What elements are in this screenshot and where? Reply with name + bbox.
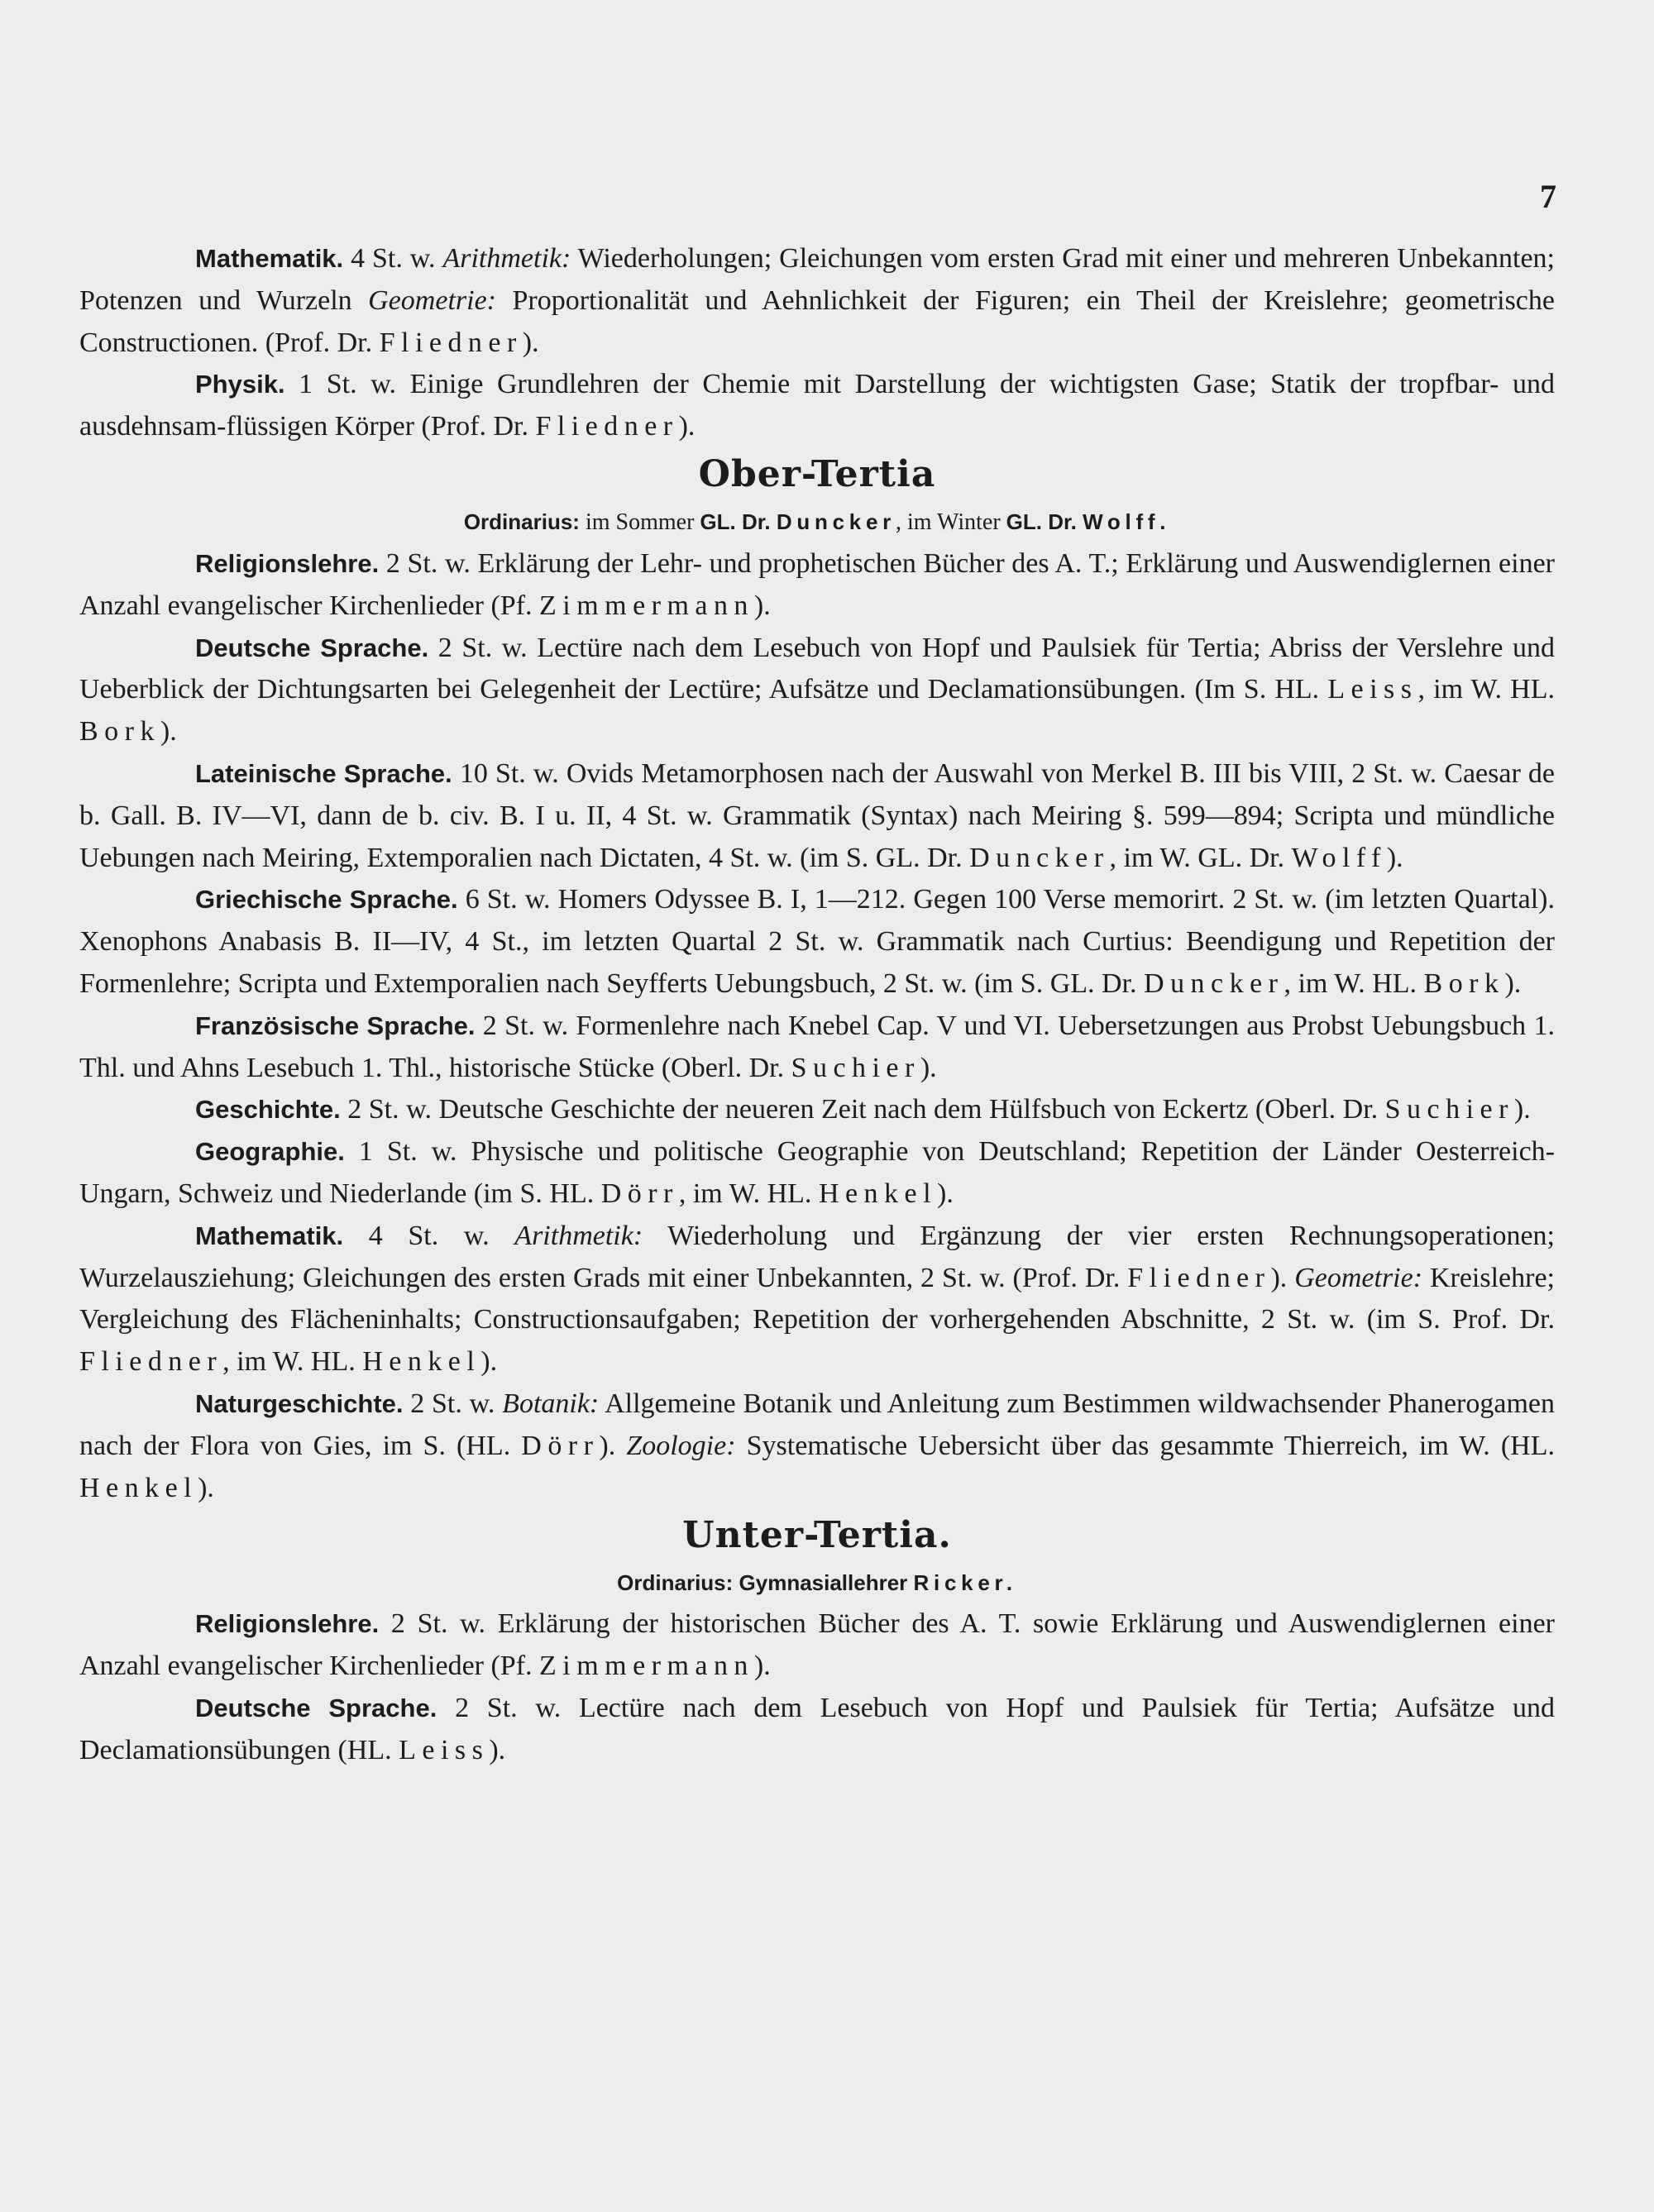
paragraph-text: 1 St. w. Physische und politische Geographie von Deutschland; Repetition der Länder Oesterreich-Ungarn, Schweiz und Niederlande (im S. HL. xyxy=(79,1136,1555,1209)
subject-label: Mathematik. xyxy=(195,244,344,273)
subject-paragraph xyxy=(79,753,1555,879)
ordinarius-text: , im Winter xyxy=(895,509,1006,535)
paragraph-text: ). xyxy=(678,411,696,442)
subject-paragraph xyxy=(79,1006,1555,1090)
paragraph-text: 2 St. w. Erklärung der historischen Bücher des A. T. sowie Erklärung und Auswendiglernen einer Anzahl evangelischer Kirchenlieder (Pf. xyxy=(79,1608,1555,1682)
paragraph-text: 2 St. w. Lectüre nach dem Lesebuch von Hopf und Paulsiek für Tertia; Aufsätze und Declamationsübungen (HL. xyxy=(79,1692,1556,1765)
ordinarius-line xyxy=(79,1562,1555,1603)
paragraph-text: Leiss xyxy=(1327,674,1418,705)
paragraph-text: ). xyxy=(753,1651,771,1682)
subject-label: Geschichte. xyxy=(195,1095,341,1125)
paragraph-text: Leiss xyxy=(399,1734,490,1765)
document-body xyxy=(79,238,1555,1772)
ordinarius-text: Ricker. xyxy=(913,1570,1017,1596)
subject-label: Geographie. xyxy=(195,1137,345,1167)
subject-paragraph xyxy=(79,628,1555,753)
ordinarius-text: im Sommer xyxy=(579,509,700,535)
paragraph-text: ). xyxy=(480,1346,498,1378)
subject-label: Französische Sprache. xyxy=(195,1010,476,1040)
subject-label: Mathematik. xyxy=(195,1221,344,1250)
paragraph-text: Kreislehre; Vergleichung des Flächeninhalts; Constructionsaufgaben; Repetition der vorhergehenden Abschnitte, 2 St. w. (im S. Prof. Dr. xyxy=(79,1262,1556,1335)
ordinarius-text: Ordinarius: Gymnasiallehrer xyxy=(617,1570,914,1596)
paragraph-text: Arithmetik: xyxy=(442,243,571,274)
paragraph-text: Zoologie: xyxy=(626,1430,736,1461)
paragraph-text: ). xyxy=(198,1472,214,1503)
paragraph-text: ). xyxy=(599,1430,627,1461)
paragraph-text: Henkel xyxy=(362,1346,481,1378)
paragraph-text: , im W. HL. xyxy=(678,1178,819,1209)
subject-label: Griechische Sprache. xyxy=(195,885,458,915)
subject-label: Naturgeschichte. xyxy=(195,1388,404,1418)
paragraph-text: Henkel xyxy=(818,1178,937,1209)
paragraph-text: ). xyxy=(160,716,177,748)
paragraph-text: Zimmermann xyxy=(539,590,754,621)
subject-label: Deutsche Sprache. xyxy=(195,1693,437,1722)
paragraph-text: 2 St. w. Lectüre nach dem Lesebuch von Hopf und Paulsiek für Tertia; Abriss der Verslehre und Ueberblick der Dichtungsarten bei Gelegenheit der Lectüre; Aufsätze und Declamationsübungen. (Im S. HL. xyxy=(79,632,1555,705)
paragraph-text: , im W. HL. xyxy=(1284,967,1424,999)
paragraph-text: Fliedner xyxy=(535,411,679,442)
subject-label: Physik. xyxy=(195,370,285,399)
paragraph-text: 4 St. w. xyxy=(343,243,443,274)
paragraph-text: Henkel xyxy=(79,1472,198,1503)
paragraph-text: Geometrie: xyxy=(1294,1262,1423,1293)
subject-paragraph xyxy=(79,1216,1555,1383)
paragraph-text: ). xyxy=(1386,842,1403,873)
paragraph-text: Zimmermann xyxy=(539,1651,754,1682)
paragraph-text: 2 St. w. Erklärung der Lehr- und prophetischen Bücher des A. T.; Erklärung und Auswendiglernen einer Anzahl evangelischer Kirchenlieder (Pf. xyxy=(79,547,1555,621)
subject-paragraph xyxy=(79,1603,1555,1688)
paragraph-text: , im W. GL. Dr. xyxy=(1109,842,1292,873)
page-number: 7 xyxy=(1540,178,1556,215)
ordinarius-text: Wolff. xyxy=(1083,509,1171,534)
paragraph-text: ). xyxy=(1504,967,1522,999)
subject-paragraph xyxy=(79,543,1555,628)
paragraph-text: Duncker xyxy=(1144,967,1284,999)
subject-label: Deutsche Sprache. xyxy=(195,633,429,662)
paragraph-text: Proportionalität und Aehnlichkeit der Figuren; ein Theil der Kreislehre; geometrische Constructionen. (Prof. Dr. xyxy=(79,284,1555,358)
paragraph-text: Wolff xyxy=(1291,842,1387,873)
paragraph-text: Botanik: xyxy=(502,1388,600,1419)
paragraph-text: Wiederholung und Ergänzung der vier ersten Rechnungsoperationen; Wurzelausziehung; Gleichungen des ersten Grads mit einer Unbekannten, 2 St. w. (Prof. Dr. xyxy=(79,1220,1556,1293)
paragraph-text: Dörr xyxy=(521,1430,600,1461)
paragraph-text: Allgemeine Botanik und Anleitung zum Bestimmen wildwachsender Phanerogamen nach der Flora von Gies, im S. (HL. xyxy=(79,1388,1556,1461)
paragraph-text: 10 St. w. Ovids Metamorphosen nach der Auswahl von Merkel B. III bis VIII, 2 St. w. Caesar de b. Gall. B. IV—VI, dann de b. civ. B. I u. II, 4 St. w. Grammatik (Syntax) nach Meiring §. 599—894; Scripta und mündliche Uebungen nach Meiring, Extemporalien nach Dictaten, 4 St. w. (im S. GL. Dr. xyxy=(79,757,1555,873)
paragraph-text: ). xyxy=(753,590,771,621)
paragraph-text: ). xyxy=(489,1734,506,1765)
paragraph-text: 2 St. w. xyxy=(403,1388,503,1419)
ordinarius-text: Duncker xyxy=(776,509,896,534)
subject-paragraph xyxy=(79,364,1555,448)
paragraph-text: Suchier xyxy=(1384,1094,1514,1125)
subject-paragraph xyxy=(79,1688,1555,1772)
subject-paragraph xyxy=(79,1383,1555,1509)
paragraph-text: Wiederholungen; Gleichungen vom ersten Grad mit einer und mehreren Unbekannten; Potenzen und Wurzeln xyxy=(79,243,1556,316)
paragraph-text: Fliedner xyxy=(1127,1262,1271,1293)
paragraph-text: Bork xyxy=(79,716,160,748)
paragraph-text: 6 St. w. Homers Odyssee B. I, 1—212. Gegen 100 Verse memorirt. 2 St. w. (im letzten Quartal). Xenophons Anabasis B. II—IV, 4 St., im letzten Quartal 2 St. w. Grammatik nach Curtius: Beendigung und Repetition der Formenlehre; Scripta und Extemporalien nach Seyfferts Uebungsbuch, 2 St. w. (im S. GL. Dr. xyxy=(79,884,1555,999)
ordinarius-text: GL. Dr. xyxy=(700,509,777,534)
section-heading: Ober-Tertia xyxy=(698,452,936,495)
subject-label: Lateinische Sprache. xyxy=(195,758,452,788)
subject-paragraph xyxy=(79,1131,1555,1216)
paragraph-text: Systematische Uebersicht über das gesammte Thierreich, im W. (HL. xyxy=(735,1430,1555,1461)
paragraph-text: 2 St. w. Deutsche Geschichte der neueren Zeit nach dem Hülfsbuch von Eckertz (Oberl. Dr. xyxy=(340,1094,1385,1125)
paragraph-text: 4 St. w. xyxy=(343,1220,515,1251)
paragraph-text: Arithmetik: xyxy=(514,1220,643,1251)
subject-paragraph xyxy=(79,238,1555,364)
paragraph-text: ). xyxy=(1513,1094,1531,1125)
paragraph-text: ). xyxy=(920,1052,937,1083)
subject-label: Religionslehre. xyxy=(195,548,380,578)
paragraph-text: Fliedner xyxy=(379,327,523,358)
paragraph-text: 2 St. w. Formenlehre nach Knebel Cap. V und VI. Uebersetzungen aus Probst Uebungsbuch 1. Thl. und Ahns Lesebuch 1. Thl., historische Stücke (Oberl. Dr. xyxy=(79,1010,1555,1083)
subject-paragraph xyxy=(79,1089,1555,1131)
paragraph-text: Geometrie: xyxy=(368,284,496,316)
paragraph-text: ). xyxy=(522,327,539,358)
paragraph-text: Fliedner xyxy=(79,1346,223,1378)
paragraph-text: Suchier xyxy=(791,1052,920,1083)
paragraph-text: 1 St. w. Einige Grundlehren der Chemie mit Darstellung der wichtigsten Gase; Statik der tropfbar- und ausdehnsam-flüssigen Körper (Prof. Dr. xyxy=(79,369,1555,442)
paragraph-text: ). xyxy=(937,1178,954,1209)
paragraph-text: Dörr xyxy=(600,1178,679,1209)
paragraph-text: , im W. HL. xyxy=(222,1346,363,1378)
ordinarius-text: Ordinarius: xyxy=(463,509,580,534)
ordinarius-text: GL. Dr. xyxy=(1006,509,1083,534)
paragraph-text: ). xyxy=(1270,1262,1295,1293)
ordinarius-line xyxy=(79,501,1555,543)
subject-paragraph xyxy=(79,879,1555,1005)
paragraph-text: Bork xyxy=(1423,967,1505,999)
subject-label: Religionslehre. xyxy=(195,1609,380,1639)
section-heading: Unter-Tertia. xyxy=(682,1514,952,1557)
paragraph-text: Duncker xyxy=(969,842,1110,873)
paragraph-text: , im W. HL. xyxy=(1417,674,1555,705)
